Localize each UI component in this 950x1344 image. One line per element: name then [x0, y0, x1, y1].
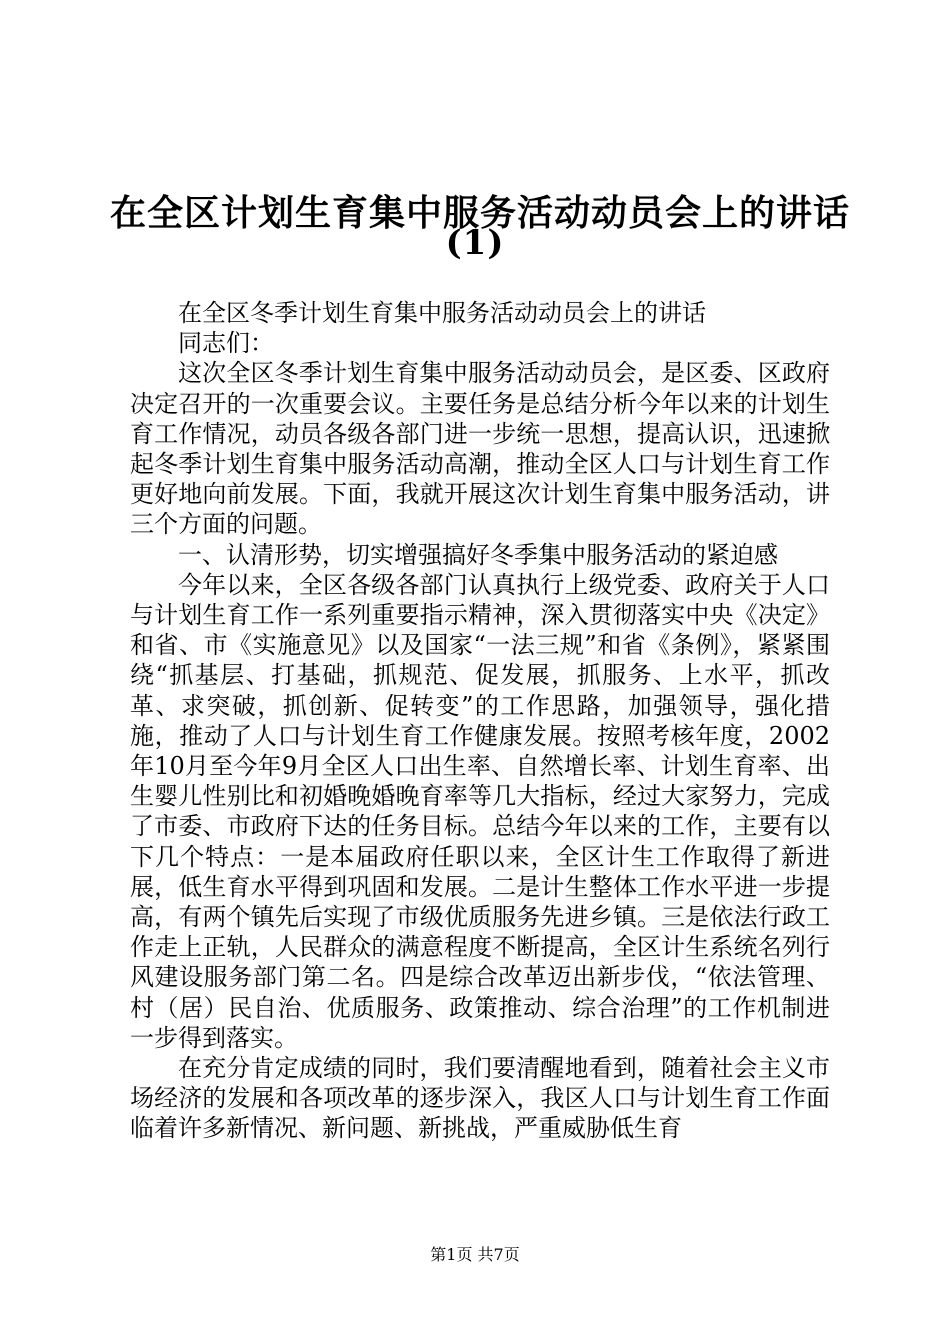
section-heading: 一、认清形势，切实增强搞好冬季集中服务活动的紧迫感 [178, 540, 778, 569]
body-paragraph: 今年以来，全区各级各部门认真执行上级党委、政府关于人口与计划生育工作一系列重要指示精神，深入贯彻落实中央《决定》和省、市《实施意见》以及国家“一法三规”和省《条例》，紧紧围绕“抓基层、打基础，抓规范、促发展，抓服务、上水平，抓改革、求突破，抓创新、促转变”的工作思路，加强领导，强化措施，推动了人口与计划生育工作健康发展。按照考核年度，2002年10月至今年9月全区人口出生率、自然增长率、计划生育率、出生婴儿性别比和初婚晚婚晚育率等几大指标，经过大家努力，完成了市委、市政府下达的任务目标。总结今年以来的工作，主要有以下几个特点：一是本届政府任职以来，全区计生工作取得了新进展，低生育水平得到巩固和发展。二是计生整体工作水平进一步提高，有两个镇先后实现了市级优质服务先进乡镇。三是依法行政工作走上正轨，人民群众的满意程度不断提高，全区计生系统名列行风建设服务部门第二名。四是综合改革迈出新步伐，“依法管理、村（居）民自治、优质服务、政策推动、综合治理”的工作机制进一步得到落实。 [130, 570, 830, 1052]
subtitle-paragraph: 在全区冬季计划生育集中服务活动动员会上的讲话 [178, 299, 706, 327]
salutation-paragraph: 同志们： [178, 329, 274, 358]
document-title-suffix: (1) [445, 223, 505, 263]
page-footer: 第1页 共7页 [430, 1245, 520, 1264]
body-paragraph: 在充分肯定成绩的同时，我们要清醒地看到，随着社会主义市场经济的发展和各项改革的逐步深入，我区人口与计划生育工作面临着许多新情况、新问题、新挑战，严重威胁低生育 [130, 1054, 830, 1143]
document-body [130, 298, 830, 1144]
document-title: 在全区计划生育集中服务活动动员会上的讲话 [110, 192, 851, 234]
intro-paragraph: 这次全区冬季计划生育集中服务活动动员会，是区委、区政府决定召开的一次重要会议。主要任务是总结分析今年以来的计划生育工作情况，动员各级各部门进一步统一思想，提高认识，迅速掀起冬季计划生育集中服务活动高潮，推动全区人口与计划生育工作更好地向前发展。下面，我就开展这次计划生育集中服务活动，讲三个方面的问题。 [130, 359, 830, 539]
